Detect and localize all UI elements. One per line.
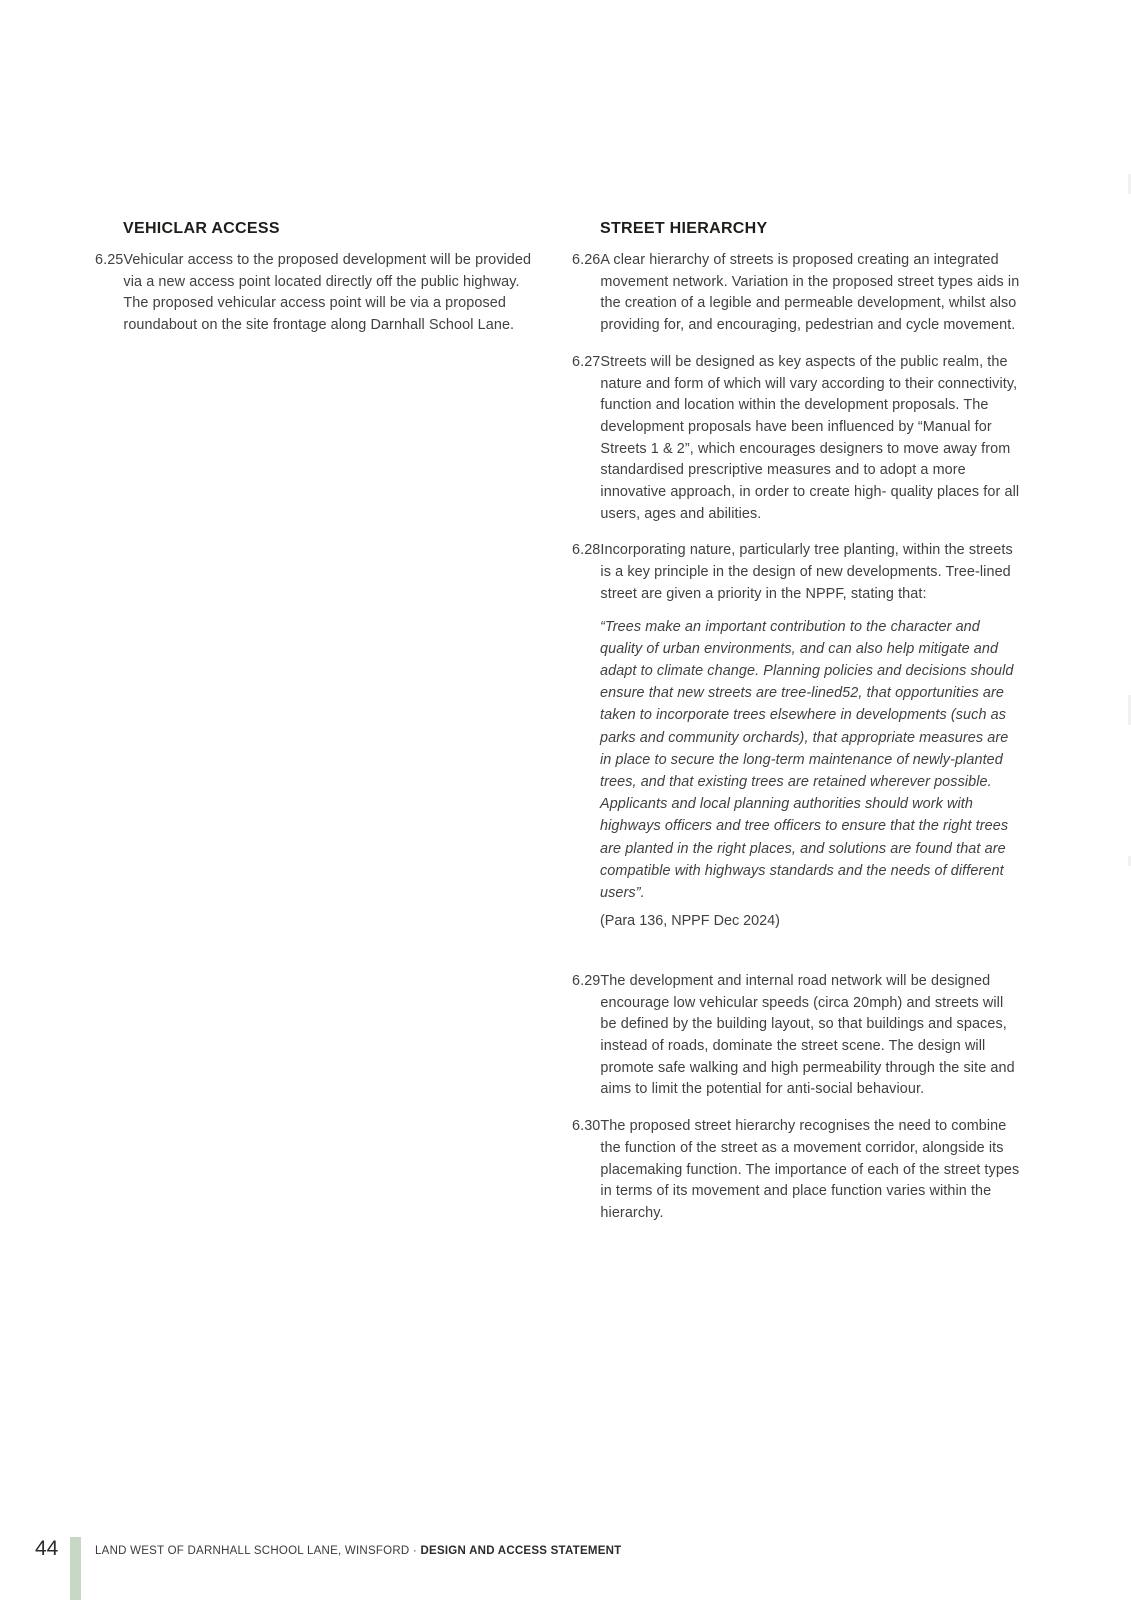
paragraph-6-25: [95, 250, 541, 337]
paragraph-number: 6.25: [95, 252, 124, 268]
paragraph-number: 6.29: [572, 972, 601, 989]
paragraph-6-28: [572, 540, 1020, 605]
footer-title-bold: DESIGN AND ACCESS STATEMENT: [420, 1545, 622, 1557]
paragraph-number: 6.28: [572, 542, 601, 559]
paragraph-number: 6.26: [572, 252, 601, 268]
paragraph-text: The proposed street hierarchy recognises the need to combine the function of the street as a movement corridor, alongside its placemaking function. The importance of each of the street types in terms of its movement and place function varies within the hierarchy.: [600, 1118, 1020, 1221]
paragraph-number: 6.27: [572, 353, 601, 370]
paragraph-6-30: [572, 1116, 1020, 1225]
page-footer: [0, 1534, 1131, 1600]
footer-accent-bar: [70, 1537, 81, 1600]
paragraph-text: Incorporating nature, particularly tree planting, within the streets is a key principle in the design of new developments. Tree-lined street are given a priority in the NPPF, stating that:: [600, 542, 1013, 602]
page-number: 44: [35, 1537, 59, 1560]
paragraph-text: Streets will be designed as key aspects of the public realm, the nature and form of which will vary according to their connectivity, function and location within the development proposals. The development proposals have been influenced by “Manual for Streets 1 & 2”, which encourages designers to move away from standardised prescriptive measures and to adopt a more innovative approach, in order to create high- quality places for all users, ages and abilities.: [600, 353, 1020, 522]
section-heading-street-hierarchy: STREET HIERARCHY: [600, 220, 768, 237]
paragraph-text: A clear hierarchy of streets is proposed creating an integrated movement network. Variation in the proposed street types aids in the creation of a legible and permeable development, whilst also providing for, and encouraging, pedestrian and cycle movement.: [600, 252, 1020, 334]
footer-document-title: [95, 1545, 621, 1557]
nppf-blockquote: “Trees make an important contribution to the character and quality of urban environments, and can also help mitigate and adapt to climate change. Planning policies and decisions should ensure that new streets are tree-lined52, that opportunities are taken to incorporate trees elsewhere in developments (such as parks and community orchards), that appropriate measures are in place to secure the long-term maintenance of newly-planted trees, and that existing trees are retained wherever possible. Applicants and local planning authorities should work with highways officers and tree officers to ensure that the right trees are planted in the right places, and solutions are found that are compatible with highways standards and the needs of different users”.: [600, 618, 1014, 901]
paragraph-6-26: [572, 250, 1020, 337]
nppf-citation: (Para 136, NPPF Dec 2024): [600, 913, 780, 930]
right-column: [572, 219, 1020, 1240]
paragraph-6-27: [572, 352, 1020, 526]
paragraph-number: 6.30: [572, 1118, 601, 1135]
section-heading-vehicular-access: VEHICLAR ACCESS: [123, 220, 280, 237]
paragraph-text: Vehicular access to the proposed development will be provided via a new access point located directly off the public highway. The proposed vehicular access point will be via a proposed roundabout on the site frontage along Darnhall School Lane.: [123, 252, 532, 334]
footer-title-regular: LAND WEST OF DARNHALL SCHOOL LANE, WINSFORD ·: [95, 1545, 421, 1557]
left-column: [95, 219, 541, 352]
paragraph-text: The development and internal road network will be designed encourage low vehicular speeds (circa 20mph) and streets will be defined by the building layout, so that buildings and spaces, instead of roads, dominate the street scene. The design will promote safe walking and high permeability through the site and aims to limit the potential for anti-social behaviour.: [600, 972, 1015, 1098]
page-edge-artifact: [1123, 174, 1131, 194]
page-edge-artifact: [1123, 856, 1131, 866]
page-edge-artifact: [1123, 695, 1131, 725]
paragraph-6-29: [572, 971, 1020, 1101]
